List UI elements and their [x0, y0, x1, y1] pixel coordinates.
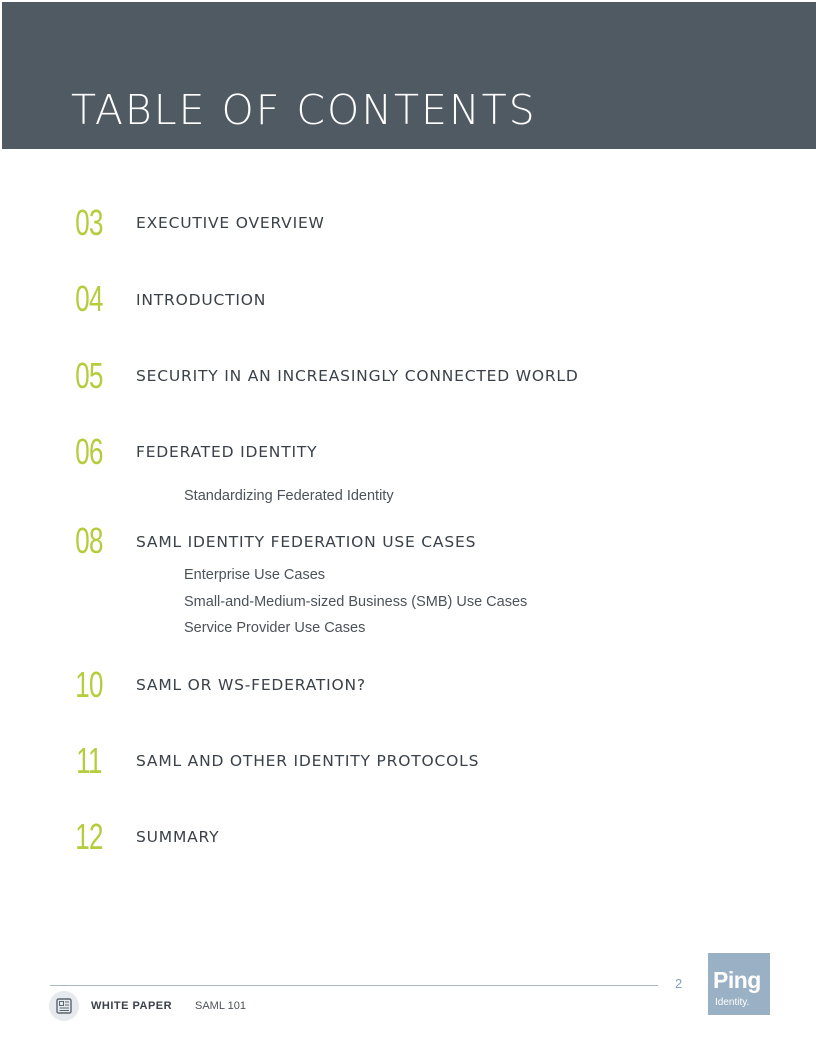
toc-page-number: 04 [75, 278, 103, 319]
toc-subentry[interactable]: Standardizing Federated Identity [184, 488, 394, 504]
ping-identity-logo [708, 953, 770, 1015]
footer-doc-type: WHITE PAPER [91, 1000, 173, 1012]
document-icon [49, 991, 79, 1021]
toc-entry-title[interactable]: SAML IDENTITY FEDERATION USE CASES [136, 533, 477, 551]
toc-page-number: 10 [75, 664, 103, 705]
logo-subtext: Identity. [715, 997, 750, 1008]
page-number: 2 [675, 976, 683, 991]
toc-subentry[interactable]: Small-and-Medium-sized Business (SMB) Use Cases [184, 594, 528, 610]
toc-entry-title[interactable]: EXECUTIVE OVERVIEW [136, 214, 325, 232]
toc-page-number: 08 [75, 520, 103, 561]
toc-page-number: 11 [76, 740, 102, 781]
logo-wordmark: Ping [713, 967, 761, 993]
page-title: TABLE OF CONTENTS [71, 86, 537, 134]
toc-page-number: 06 [75, 431, 103, 472]
toc-page-number: 05 [75, 355, 103, 396]
footer-divider [50, 985, 658, 986]
toc-entry-title[interactable]: SAML AND OTHER IDENTITY PROTOCOLS [136, 752, 480, 770]
toc-subentry[interactable]: Enterprise Use Cases [184, 567, 326, 583]
toc-page-number: 12 [75, 816, 103, 857]
toc-entry-title[interactable]: SECURITY IN AN INCREASINGLY CONNECTED WORLD [136, 367, 579, 385]
toc-subentry[interactable]: Service Provider Use Cases [184, 620, 366, 636]
toc-entry-title[interactable]: SAML OR WS-FEDERATION? [136, 676, 366, 694]
toc-entry-title[interactable]: SUMMARY [136, 828, 220, 846]
page-header [2, 2, 816, 149]
toc-entry-title[interactable]: FEDERATED IDENTITY [136, 443, 318, 461]
toc-entry-title[interactable]: INTRODUCTION [136, 291, 267, 309]
toc-page-number: 03 [75, 202, 103, 243]
footer-doc-name: SAML 101 [195, 1000, 246, 1012]
